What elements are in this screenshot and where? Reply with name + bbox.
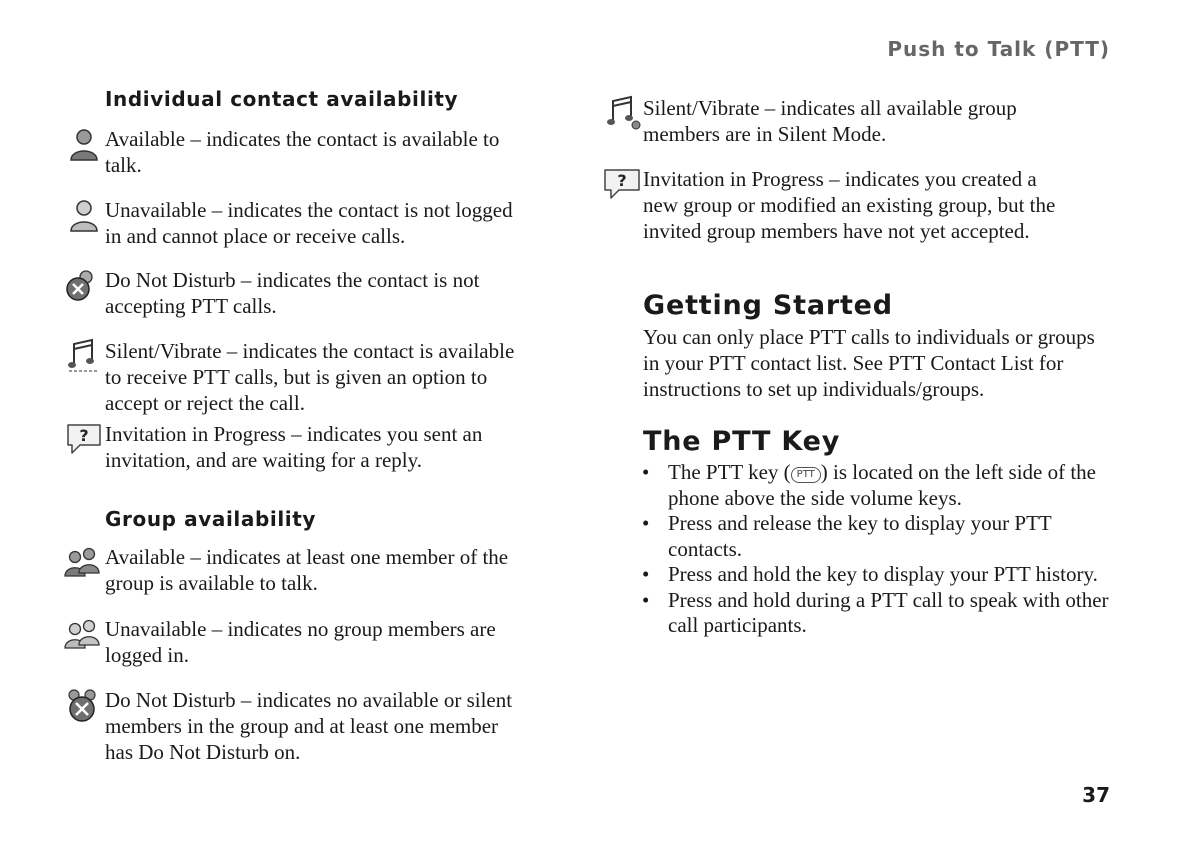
getting-started-heading: Getting Started	[643, 290, 893, 321]
ptt-key-heading: The PTT Key	[643, 426, 841, 457]
group-silent-vibrate-icon	[605, 95, 641, 131]
group-unavailable-text: Unavailable – indicates no group members are logged in.	[105, 617, 496, 667]
individual-available-text: Available – indicates the contact is available to talk.	[105, 127, 500, 177]
group-do-not-disturb-icon	[64, 687, 100, 723]
group-invitation-icon	[601, 166, 643, 202]
group-available-text: Available – indicates at least one member of the group is available to talk.	[105, 545, 509, 595]
individual-dnd-text: Do Not Disturb – indicates the contact is not accepting PTT calls.	[105, 268, 480, 318]
silent-vibrate-icon	[66, 338, 102, 374]
invitation-in-progress-icon	[64, 421, 104, 457]
list-item	[640, 460, 1120, 511]
person-available-icon	[66, 126, 102, 162]
svg-text:?: ?	[617, 171, 627, 190]
group-available-icon	[64, 544, 100, 580]
group-invitation-text: Invitation in Progress – indicates you created a new group or modified an existing group, but the invited group members have not yet accepted.	[643, 167, 1056, 243]
individual-silent-text: Silent/Vibrate – indicates the contact is available to receive PTT calls, but is given an option to accept or reject the call.	[105, 339, 515, 415]
getting-started-body: You can only place PTT calls to individuals or groups in your PTT contact list. See PTT Contact List for instructions to set up individuals/groups.	[643, 325, 1095, 401]
group-unavailable-icon	[64, 616, 100, 652]
running-header: Push to Talk (PTT)	[887, 37, 1110, 61]
list-item: • Press and release the key to display your PTT contacts.	[640, 511, 1120, 562]
individual-availability-heading: Individual contact availability	[105, 87, 459, 111]
page-number: 37	[1082, 783, 1110, 807]
do-not-disturb-icon	[64, 267, 100, 303]
svg-text:?: ?	[79, 426, 89, 445]
bullet-text: The PTT key (	[668, 460, 791, 484]
list-item: • Press and hold during a PTT call to speak with other call participants.	[640, 588, 1120, 639]
ptt-key-icon: PTT	[791, 467, 821, 483]
group-availability-heading: Group availability	[105, 507, 317, 531]
bullet-text: ) is located on the left side of the phone above the side volume keys.	[668, 460, 1096, 510]
group-dnd-text: Do Not Disturb – indicates no available or silent members in the group and at least one member has Do Not Disturb on.	[105, 688, 513, 764]
ptt-key-bullet-list	[640, 460, 1120, 639]
individual-invitation-text: Invitation in Progress – indicates you sent an invitation, and are waiting for a reply.	[105, 422, 483, 472]
list-item: • Press and hold the key to display your PTT history.	[640, 562, 1120, 588]
person-unavailable-icon	[66, 197, 102, 233]
group-silent-text: Silent/Vibrate – indicates all available group members are in Silent Mode.	[643, 96, 1017, 146]
individual-unavailable-text: Unavailable – indicates the contact is not logged in and cannot place or receive calls.	[105, 198, 513, 248]
